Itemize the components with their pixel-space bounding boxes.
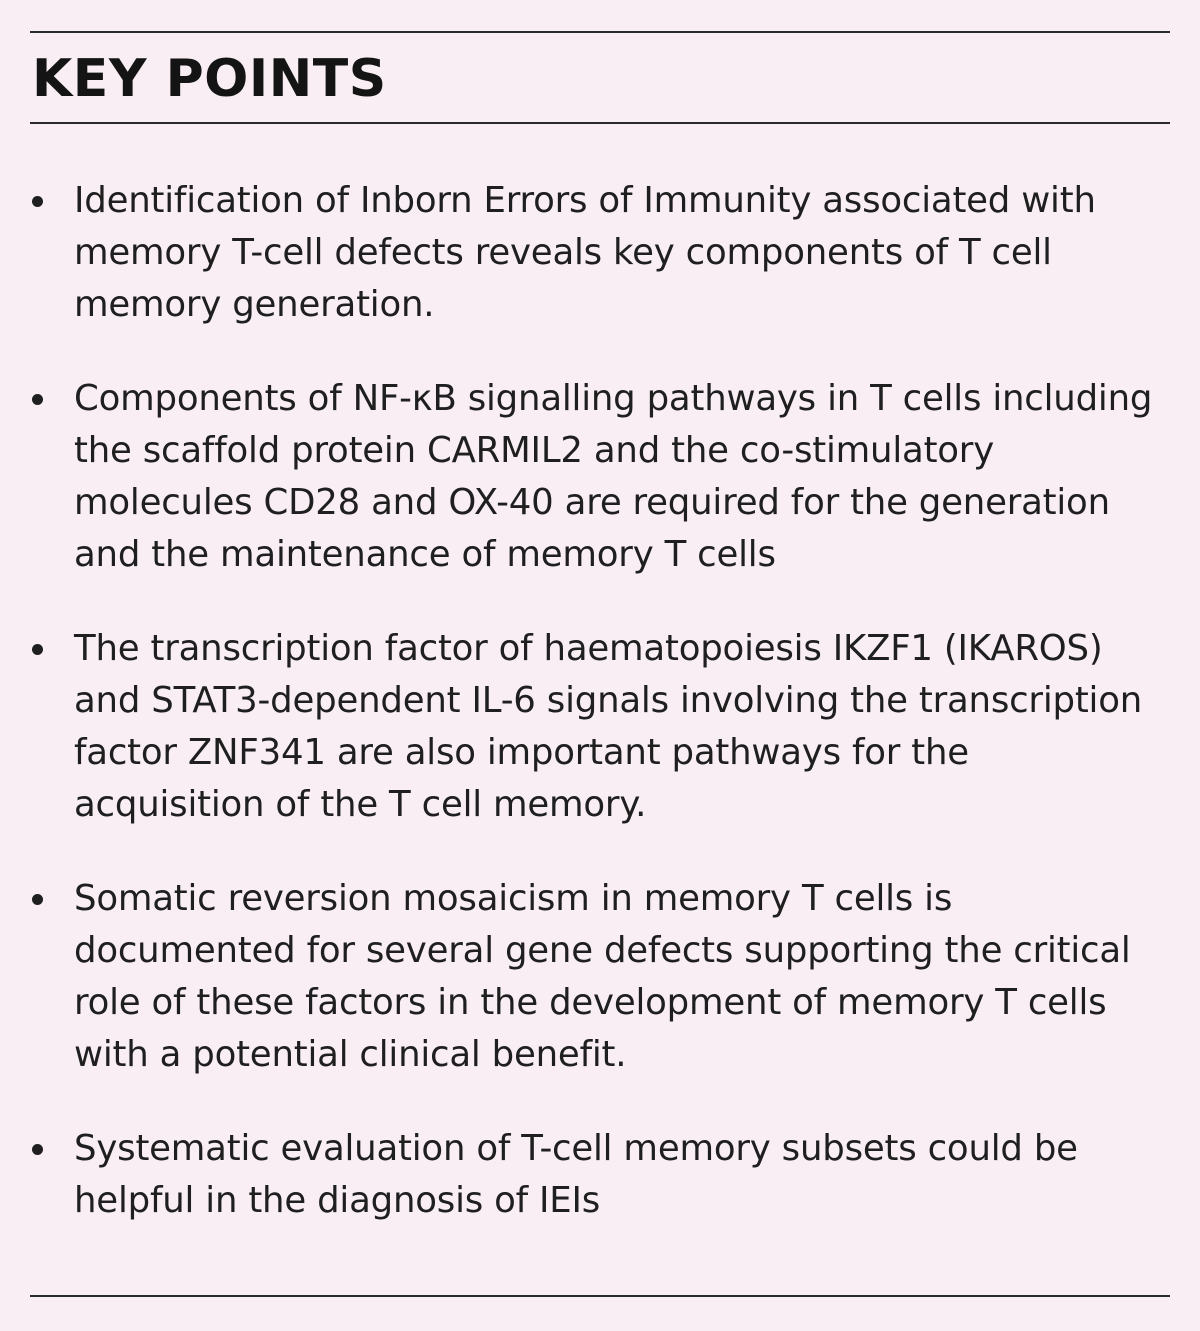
page-title: KEY POINTS: [32, 49, 387, 109]
key-point-text: Identification of Inborn Errors of Immunity associated with memory T-cell defects reveals key components of T cell memory generation.: [74, 180, 1096, 325]
list-item: [32, 873, 1167, 1081]
bullet-icon: [32, 644, 43, 655]
key-point-text: Components of NF-κB signalling pathways in T cells including the scaffold protein CARMIL2 and the co-stimulatory molecules CD28 and OX-40 are required for the generation and the maintenance of memory T cells: [74, 378, 1153, 575]
key-point-text: Somatic reversion mosaicism in memory T cells is documented for several gene defects supporting the critical role of these factors in the development of memory T cells with a potential clinical benefit.: [74, 878, 1131, 1075]
bullet-icon: [32, 196, 43, 207]
list-item: [32, 1123, 1167, 1227]
bottom-rule: [30, 1295, 1170, 1297]
list-item: [32, 175, 1167, 331]
key-point-text: The transcription factor of haematopoiesis IKZF1 (IKAROS) and STAT3-dependent IL-6 signals involving the transcription factor ZNF341 are also important pathways for the acquisition of the T cell memory.: [74, 628, 1143, 825]
top-rule: [30, 31, 1170, 33]
bullet-icon: [32, 1144, 43, 1155]
list-item: [32, 373, 1167, 581]
bullet-icon: [32, 894, 43, 905]
key-point-text: Systematic evaluation of T-cell memory subsets could be helpful in the diagnosis of IEIs: [74, 1128, 1078, 1221]
list-item: [32, 623, 1167, 831]
key-points-list: [32, 175, 1167, 1227]
title-rule: [30, 122, 1170, 124]
bullet-icon: [32, 394, 43, 405]
